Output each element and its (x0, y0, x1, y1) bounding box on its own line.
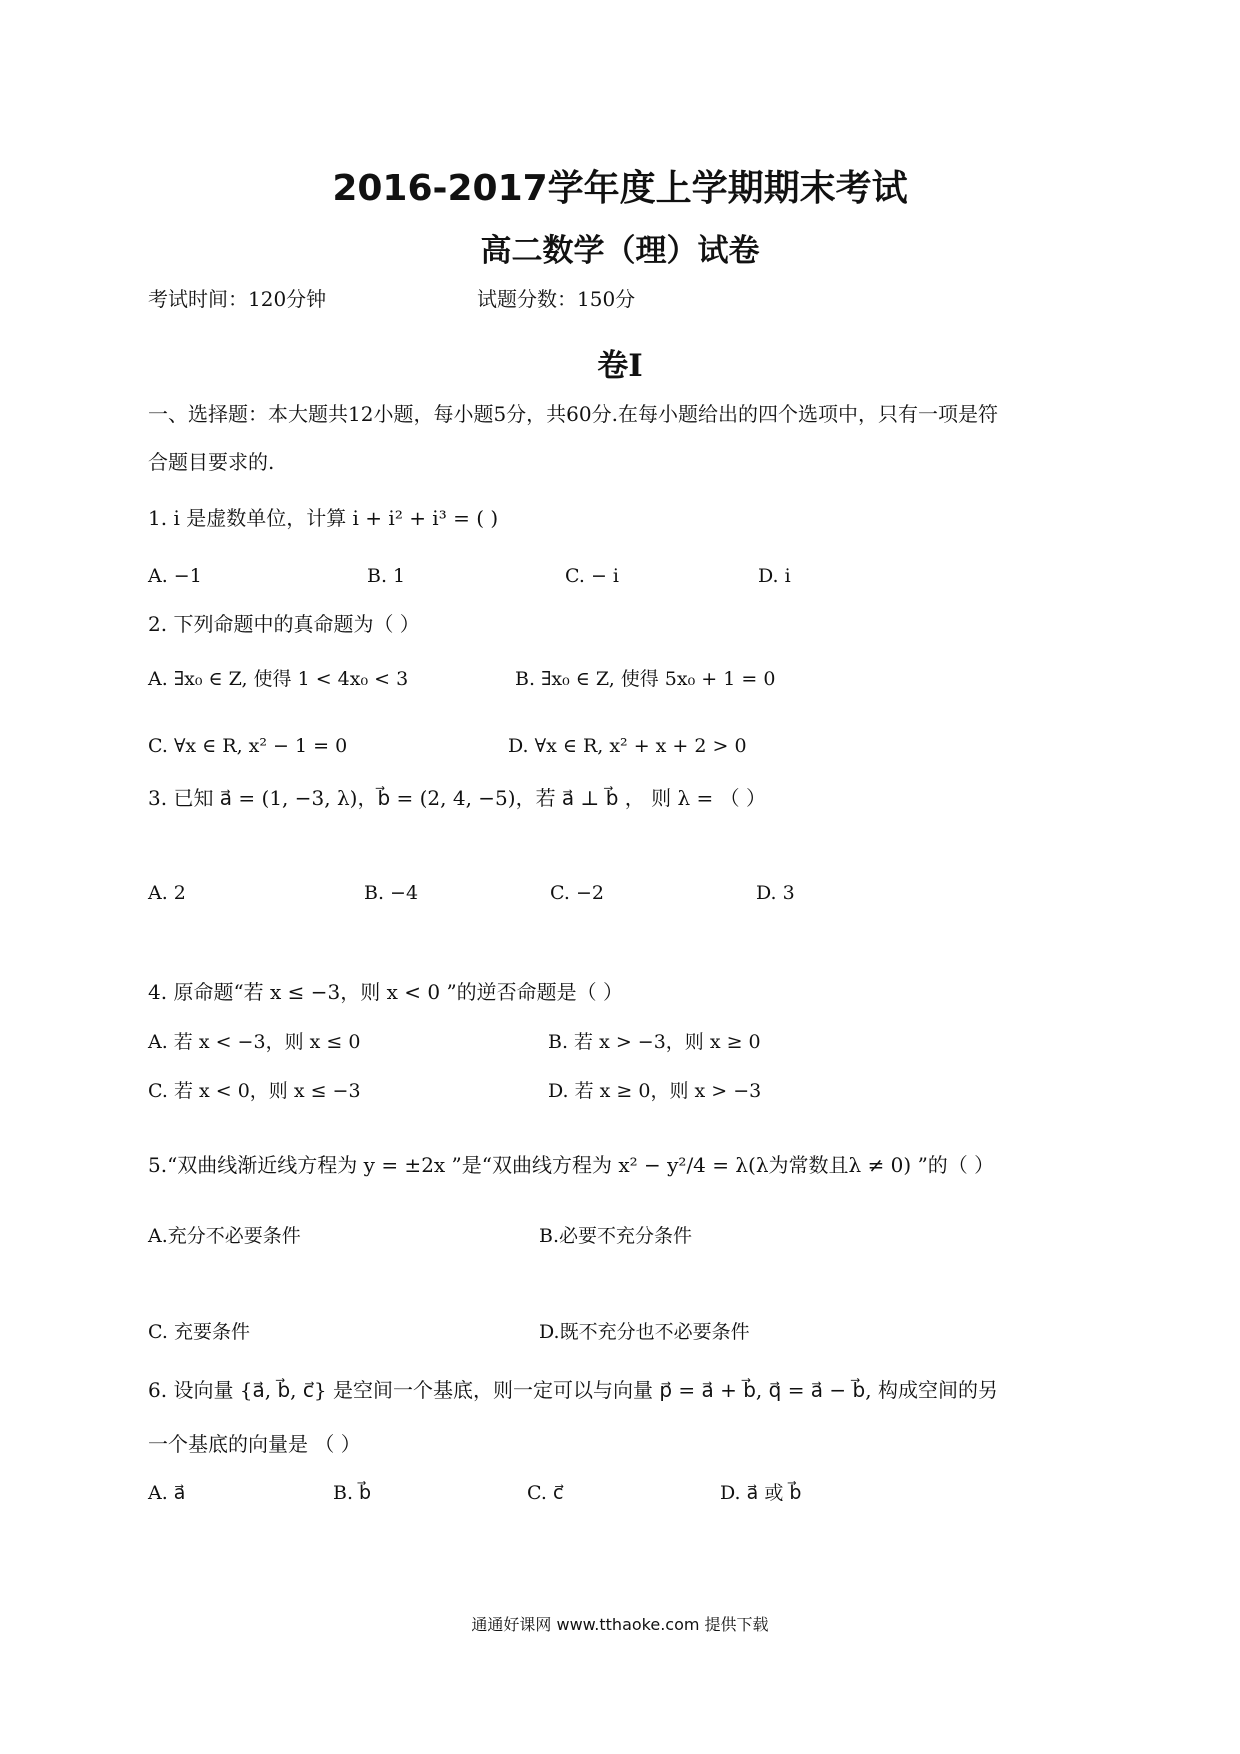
page-footer: 通通好课网 www.tthaoke.com 提供下载 (471, 1615, 769, 1634)
exam-time: 考试时间：120分钟 (148, 287, 327, 311)
question-6-option-d: D. a⃗ 或 b⃗ (720, 1482, 802, 1504)
question-4-option-c: C. 若 x < 0，则 x ≤ −3 (148, 1080, 361, 1102)
exam-title: 2016-2017学年度上学期期末考试 (332, 168, 908, 209)
question-1-option-c: C. − i (565, 565, 619, 587)
question-3-stem: 3. 已知 a⃗ = (1, −3, λ)，b⃗ = (2, 4, −5)，若 a⃗ ⊥ b⃗ ， 则 λ = （ ） (148, 786, 766, 810)
question-1-stem: 1. i 是虚数单位，计算 i + i² + i³ = ( ) (148, 506, 499, 530)
exam-subtitle: 高二数学（理）试卷 (480, 233, 760, 269)
question-5-stem: 5.“双曲线渐近线方程为 y = ±2x ”是“双曲线方程为 x² − y²/4 = λ(λ为常数且λ ≠ 0) ”的（ ） (148, 1153, 995, 1177)
question-3-option-b: B. −4 (364, 882, 419, 904)
question-2-option-b: B. ∃x₀ ∈ Z, 使得 5x₀ + 1 = 0 (515, 668, 776, 690)
question-6-option-a: A. a⃗ (148, 1482, 186, 1504)
question-2-option-c: C. ∀x ∈ R, x² − 1 = 0 (148, 735, 348, 757)
question-5-option-c: C. 充要条件 (148, 1321, 250, 1343)
question-6-option-c: C. c⃗ (527, 1482, 564, 1504)
question-5-option-d: D.既不充分也不必要条件 (539, 1321, 750, 1343)
question-2-option-a: A. ∃x₀ ∈ Z, 使得 1 < 4x₀ < 3 (148, 668, 409, 690)
question-4-option-d: D. 若 x ≥ 0，则 x > −3 (548, 1080, 762, 1102)
question-2-option-d: D. ∀x ∈ R, x² + x + 2 > 0 (508, 735, 747, 757)
question-6-stem-continued: 一个基底的向量是 （ ） (148, 1432, 361, 1456)
question-1-option-d: D. i (758, 565, 791, 587)
question-4-stem: 4. 原命题“若 x ≤ −3，则 x < 0 ”的逆否命题是（ ） (148, 980, 624, 1004)
question-5-option-a: A.充分不必要条件 (148, 1225, 301, 1247)
question-6-stem: 6. 设向量 {a⃗, b⃗, c⃗} 是空间一个基底，则一定可以与向量 p⃗ = a⃗ + b⃗, q⃗ = a⃗ − b⃗, 构成空间的另 (148, 1378, 998, 1402)
question-4-option-a: A. 若 x < −3，则 x ≤ 0 (148, 1031, 361, 1053)
question-5-option-b: B.必要不充分条件 (539, 1225, 693, 1247)
question-3-option-c: C. −2 (550, 882, 604, 904)
section-intro-line2: 合题目要求的. (148, 450, 275, 474)
question-1-option-b: B. 1 (367, 565, 406, 587)
question-1-option-a: A. −1 (148, 565, 202, 587)
section-intro-line1: 一、选择题：本大题共12小题，每小题5分，共60分.在每小题给出的四个选项中，只有一项是符 (148, 402, 998, 426)
question-4-option-b: B. 若 x > −3，则 x ≥ 0 (548, 1031, 761, 1053)
volume-heading: 卷Ⅰ (597, 348, 643, 384)
question-3-option-a: A. 2 (148, 882, 186, 904)
question-2-stem: 2. 下列命题中的真命题为（ ） (148, 612, 420, 636)
exam-score: 试题分数：150分 (477, 287, 636, 311)
question-3-option-d: D. 3 (756, 882, 795, 904)
question-6-option-b: B. b⃗ (333, 1482, 372, 1504)
